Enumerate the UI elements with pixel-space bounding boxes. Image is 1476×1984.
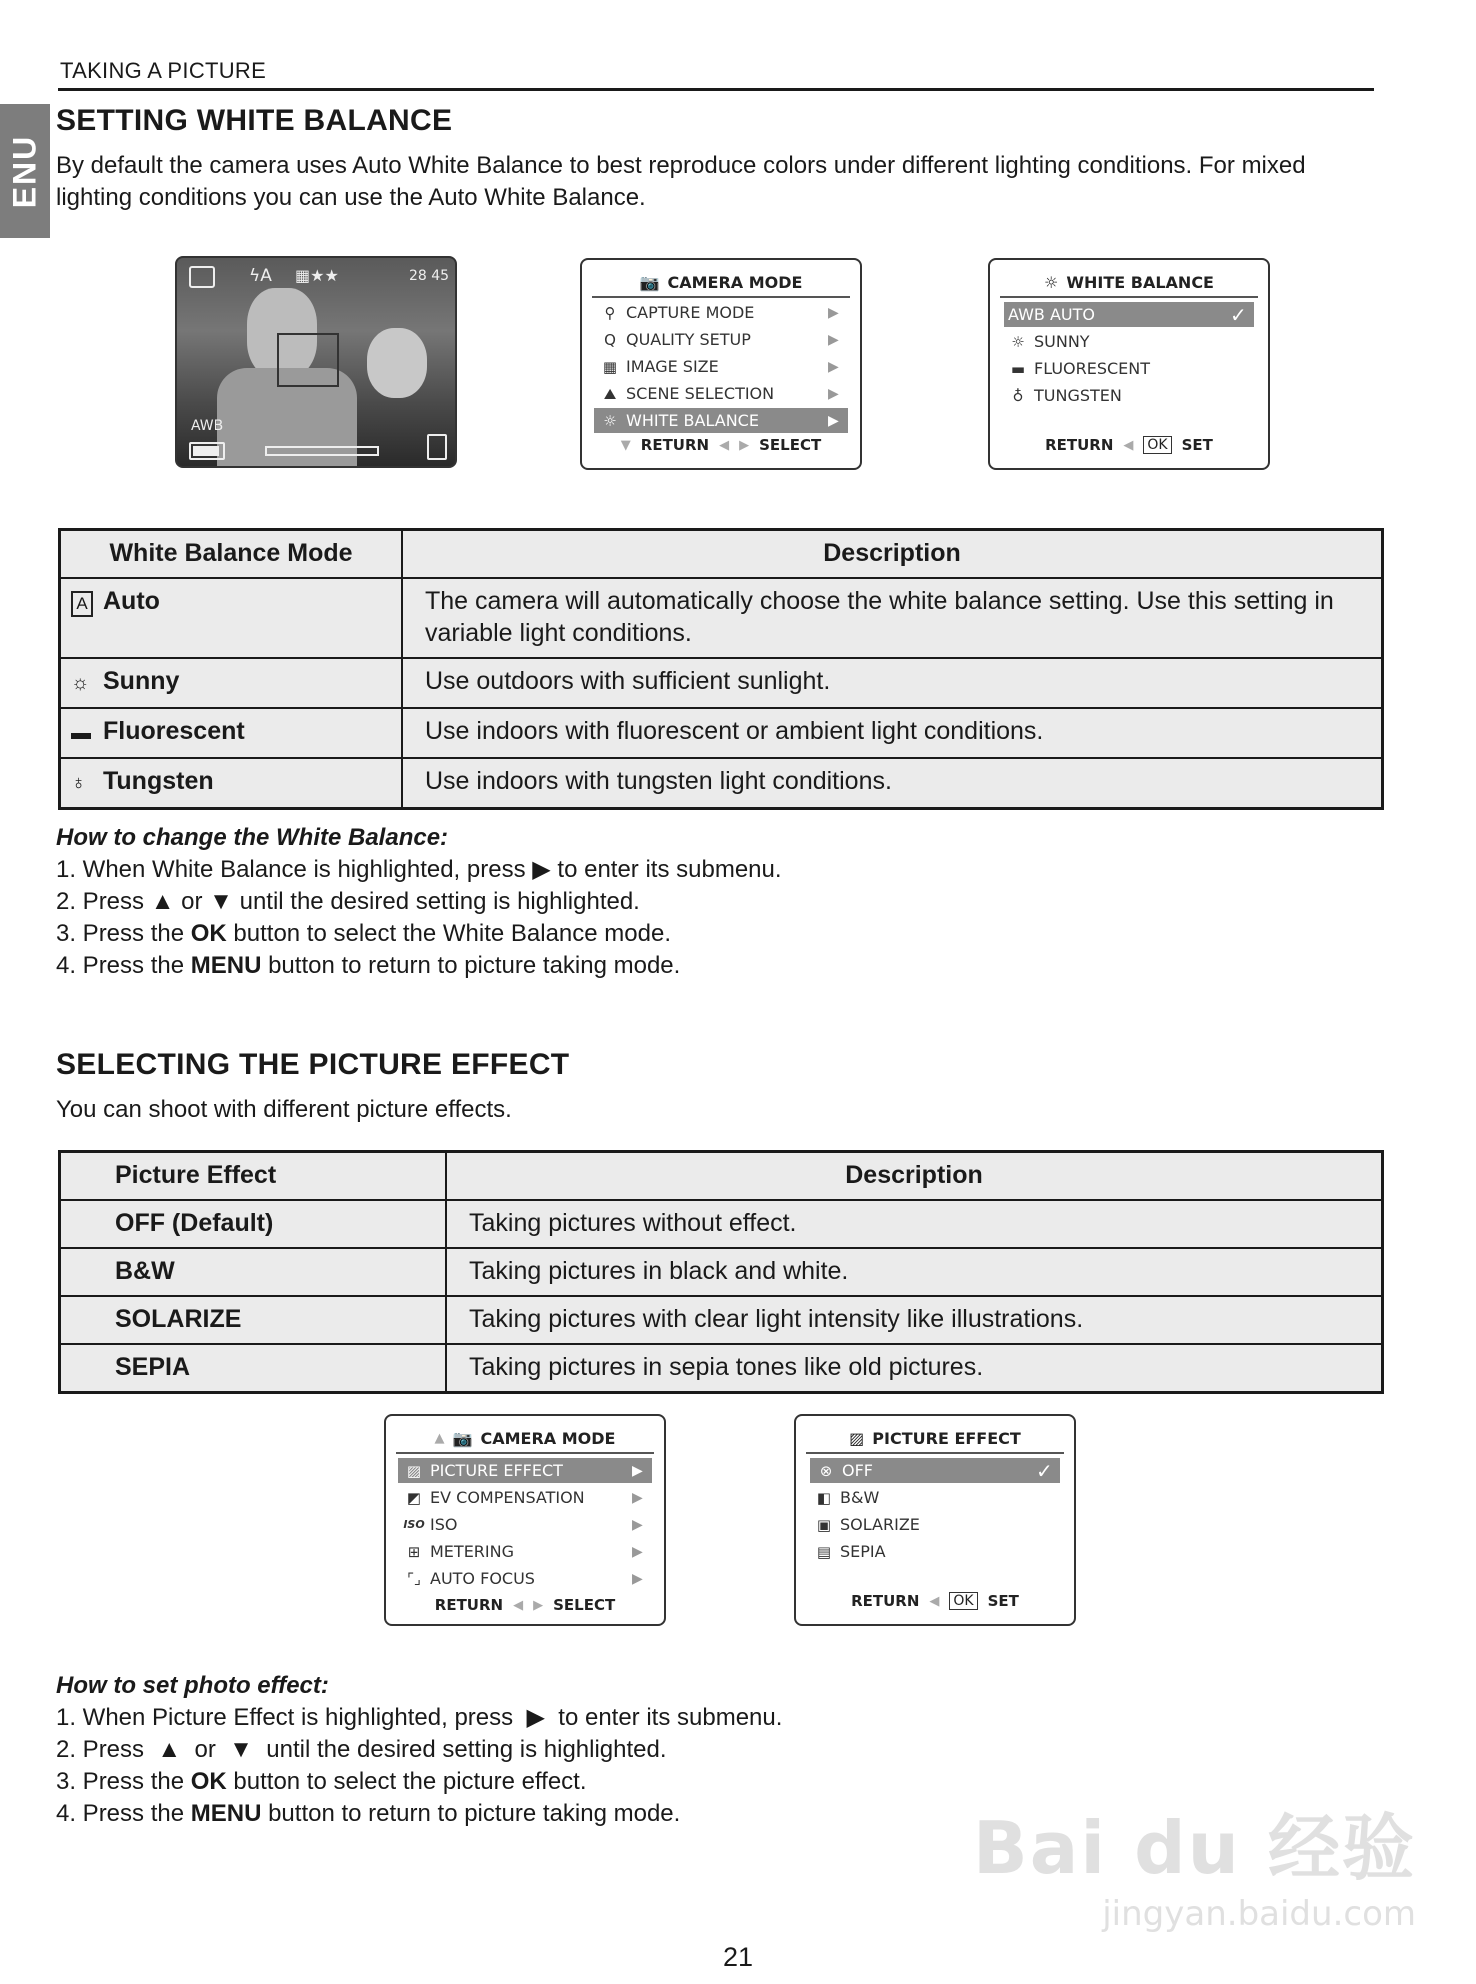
frames-remaining: 28 45 xyxy=(409,268,450,284)
mode-cell: A Auto xyxy=(60,578,403,658)
effect-option-sepia[interactable]: ▤ SEPIA xyxy=(808,1539,1062,1564)
section-header: TAKING A PICTURE xyxy=(60,58,267,83)
select-hint: SELECT xyxy=(759,436,822,454)
set-hint: SET xyxy=(987,1592,1019,1610)
menu-footer xyxy=(396,1594,654,1616)
menu-footer xyxy=(806,1590,1064,1612)
left-arrow-icon: ◀ xyxy=(719,437,730,453)
watermark-url: jingyan.baidu.com xyxy=(1102,1894,1416,1934)
instruction-step: 2. Press ▲ or ▼ until the desired setting is highlighted. xyxy=(56,888,640,915)
description-cell: Taking pictures with clear light intensity like illustrations. xyxy=(446,1296,1383,1344)
ok-key-icon: OK xyxy=(949,1592,977,1610)
picture-effect-menu xyxy=(794,1414,1076,1626)
chevron-right-icon: ▶ xyxy=(632,1570,643,1587)
iso-icon: ISO xyxy=(403,1518,425,1531)
auto-icon: A xyxy=(71,587,103,619)
wb-intro: By default the camera uses Auto White Balance to best reproduce colors under different lighting conditions. For mixed lighting conditions you can use the Auto White Balance. xyxy=(56,152,1306,211)
chevron-right-icon: ▶ xyxy=(632,1516,643,1533)
white-balance-table xyxy=(58,528,1384,810)
menu-title: ☼ WHITE BALANCE xyxy=(1000,268,1258,298)
sun-icon: ☼ xyxy=(71,672,90,694)
chevron-right-icon: ▶ xyxy=(632,1462,643,1479)
metering-icon: ⊞ xyxy=(407,1542,421,1561)
table-row xyxy=(60,1248,1383,1296)
table-row xyxy=(60,708,1383,758)
pe-section-title: SELECTING THE PICTURE EFFECT xyxy=(56,1048,570,1081)
menu-item-image-size[interactable]: ▦ IMAGE SIZE ▶ xyxy=(594,354,848,379)
table-row xyxy=(60,578,1383,658)
wb-section-title: SETTING WHITE BALANCE xyxy=(56,104,453,137)
watermark-logo-text: Bai du 经验 xyxy=(972,1806,1416,1890)
autofocus-icon: ⌜⌟ xyxy=(406,1569,422,1588)
right-arrow-icon: ▶ xyxy=(739,437,750,453)
white-balance-icon: ☼ xyxy=(603,411,617,430)
description-cell: Taking pictures in sepia tones like old pictures. xyxy=(446,1344,1383,1393)
table-row xyxy=(60,1296,1383,1344)
white-balance-menu xyxy=(988,258,1270,470)
instruction-step: 4. Press the MENU button to return to picture taking mode. xyxy=(56,1800,681,1827)
column-header: Picture Effect xyxy=(60,1152,447,1201)
instructions-heading: How to change the White Balance: xyxy=(56,824,449,851)
mode-cell: ▬ Fluorescent xyxy=(60,708,403,758)
bw-icon: ◧ xyxy=(816,1488,832,1507)
tungsten-icon: ♁ xyxy=(71,772,86,794)
ev-icon: ◩ xyxy=(406,1488,422,1507)
menu-item-picture-effect[interactable]: ▨ PICTURE EFFECT ▶ xyxy=(398,1458,652,1483)
up-arrow-icon: ▲ xyxy=(434,1430,445,1446)
menu-item-metering[interactable]: ⊞ METERING ▶ xyxy=(398,1539,652,1564)
table-header-row xyxy=(60,530,1383,579)
wb-option-tungsten[interactable]: ♁ TUNGSTEN xyxy=(1002,383,1256,408)
left-arrow-icon: ◀ xyxy=(513,1597,524,1613)
left-arrow-icon: ◀ xyxy=(929,1593,940,1609)
menu-title: ▲ 📷 CAMERA MODE xyxy=(396,1424,654,1454)
instruction-step: 1. When White Balance is highlighted, press ▶ to enter its submenu. xyxy=(56,856,782,883)
menu-footer xyxy=(1000,434,1258,456)
mode-cell: ☼ Sunny xyxy=(60,658,403,708)
checkmark-icon: ✓ xyxy=(1230,302,1247,327)
instruction-step: 2. Press ▲ or ▼ until the desired setting is highlighted. xyxy=(56,1736,667,1763)
table-row xyxy=(60,1200,1383,1248)
description-cell: Taking pictures in black and white. xyxy=(446,1248,1383,1296)
return-hint: RETURN xyxy=(1045,436,1114,454)
up-arrow-icon: ▲ xyxy=(157,1736,182,1763)
menu-item-auto-focus[interactable]: ⌜⌟ AUTO FOCUS ▶ xyxy=(398,1566,652,1591)
up-arrow-icon: ▲ xyxy=(150,888,175,915)
down-arrow-icon: ▼ xyxy=(209,888,233,915)
wb-instructions xyxy=(56,822,782,982)
menu-footer xyxy=(592,434,850,456)
pe-instructions xyxy=(56,1670,782,1830)
picture-effect-icon: ▨ xyxy=(406,1461,422,1480)
mode-cell: ♁ Tungsten xyxy=(60,758,403,809)
wb-option-auto[interactable]: AWB AUTO ✓ xyxy=(1004,302,1254,327)
sun-icon: ☼ xyxy=(1011,332,1025,351)
wb-option-fluorescent[interactable]: ▬ FLUORESCENT xyxy=(1002,356,1256,381)
return-hint: RETURN xyxy=(640,436,710,454)
language-tab-label: ENU xyxy=(6,134,43,208)
camera-mode-menu xyxy=(580,258,862,470)
instruction-step: 3. Press the OK button to select the picture effect. xyxy=(56,1768,587,1795)
instruction-step: 4. Press the MENU button to return to picture taking mode. xyxy=(56,952,681,979)
menu-item-white-balance[interactable]: ☼ WHITE BALANCE ▶ xyxy=(594,408,848,433)
wb-option-sunny[interactable]: ☼ SUNNY xyxy=(1002,329,1256,354)
effect-option-solarize[interactable]: ▣ SOLARIZE xyxy=(808,1512,1062,1537)
description-cell: Use indoors with tungsten light conditions. xyxy=(402,758,1383,809)
camera-icon: 📷 xyxy=(639,272,660,292)
right-arrow-icon: ▶ xyxy=(532,856,551,883)
scene-icon: ⛰ xyxy=(603,384,617,403)
right-arrow-icon: ▶ xyxy=(526,1704,545,1731)
awb-indicator: AWB xyxy=(191,418,224,434)
language-tab xyxy=(0,104,50,238)
chevron-right-icon: ▶ xyxy=(632,1543,643,1560)
header-rule xyxy=(58,88,1374,91)
checkmark-icon: ✓ xyxy=(1036,1458,1053,1483)
set-hint: SET xyxy=(1181,436,1213,454)
chevron-right-icon: ▶ xyxy=(828,385,839,402)
solarize-icon: ▣ xyxy=(816,1515,832,1534)
return-hint: RETURN xyxy=(434,1596,504,1614)
chevron-right-icon: ▶ xyxy=(828,412,839,429)
column-header: White Balance Mode xyxy=(60,530,403,579)
zoom-bar xyxy=(265,446,379,456)
menu-item-quality-setup[interactable]: Q QUALITY SETUP ▶ xyxy=(594,327,848,352)
live-view-screen xyxy=(175,256,457,468)
description-cell: Taking pictures without effect. xyxy=(446,1200,1383,1248)
effect-cell: SOLARIZE xyxy=(60,1296,447,1344)
table-row xyxy=(60,658,1383,708)
column-header: Description xyxy=(402,530,1383,579)
memory-card-icon xyxy=(427,434,447,460)
focus-frame xyxy=(277,333,339,387)
image-size-icon: ▦ xyxy=(602,357,618,376)
select-hint: SELECT xyxy=(553,1596,616,1614)
description-cell: The camera will automatically choose the white balance setting. Use this setting in variable light conditions. xyxy=(402,578,1383,658)
effect-cell: SEPIA xyxy=(60,1344,447,1393)
effect-option-off[interactable]: ⊗ OFF ✓ xyxy=(810,1458,1060,1483)
flash-auto-icon: ϟA xyxy=(249,266,272,286)
chevron-right-icon: ▶ xyxy=(828,331,839,348)
menu-item-ev-compensation[interactable]: ◩ EV COMPENSATION ▶ xyxy=(398,1485,652,1510)
menu-item-scene-selection[interactable]: ⛰ SCENE SELECTION ▶ xyxy=(594,381,848,406)
instruction-step: 1. When Picture Effect is highlighted, press ▶ to enter its submenu. xyxy=(56,1704,783,1731)
column-header: Description xyxy=(446,1152,1383,1201)
white-balance-icon: ☼ xyxy=(1044,272,1059,292)
right-arrow-icon: ▶ xyxy=(533,1597,544,1613)
chevron-right-icon: ▶ xyxy=(828,304,839,321)
effect-cell: OFF (Default) xyxy=(60,1200,447,1248)
down-arrow-icon: ▼ xyxy=(229,1736,253,1763)
fluorescent-icon: ▬ xyxy=(1010,359,1026,378)
down-arrow-icon: ▼ xyxy=(620,437,631,453)
effect-cell: B&W xyxy=(60,1248,447,1296)
fluorescent-icon: ▬ xyxy=(71,722,91,744)
quality-icon: Q xyxy=(604,330,616,349)
menu-item-iso[interactable]: ISO ISO ▶ xyxy=(398,1512,652,1537)
baidu-watermark xyxy=(973,1790,1416,1934)
return-hint: RETURN xyxy=(851,1592,920,1610)
instructions-heading: How to set photo effect: xyxy=(56,1672,329,1699)
description-cell: Use indoors with fluorescent or ambient light conditions. xyxy=(402,708,1383,758)
menu-item-capture-mode[interactable]: ⚲ CAPTURE MODE ▶ xyxy=(594,300,848,325)
ok-key-icon: OK xyxy=(1143,436,1171,454)
sepia-icon: ▤ xyxy=(816,1542,832,1561)
tungsten-icon: ♁ xyxy=(1012,386,1024,405)
menu-title: ▨ PICTURE EFFECT xyxy=(806,1424,1064,1454)
table-row xyxy=(60,758,1383,809)
picture-effect-table xyxy=(58,1150,1384,1394)
quality-stars-icon: ▦★★ xyxy=(295,266,339,285)
camera-icon: 📷 xyxy=(452,1428,473,1448)
table-header-row xyxy=(60,1152,1383,1201)
camera-mode-menu-2 xyxy=(384,1414,666,1626)
picture-effect-icon: ▨ xyxy=(849,1428,865,1448)
table-row xyxy=(60,1344,1383,1393)
left-arrow-icon: ◀ xyxy=(1123,437,1134,453)
menu-title: 📷 CAMERA MODE xyxy=(592,268,850,298)
photo-child-face xyxy=(367,328,427,398)
chevron-right-icon: ▶ xyxy=(828,358,839,375)
off-icon: ⊗ xyxy=(819,1461,833,1480)
effect-option-bw[interactable]: ◧ B&W xyxy=(808,1485,1062,1510)
pe-intro: You can shoot with different picture effects. xyxy=(56,1096,512,1123)
chevron-right-icon: ▶ xyxy=(632,1489,643,1506)
capture-mode-icon: ⚲ xyxy=(604,303,616,322)
instruction-step: 3. Press the OK button to select the White Balance mode. xyxy=(56,920,671,947)
page-number: 21 xyxy=(722,1942,754,1972)
battery-icon xyxy=(189,442,225,460)
description-cell: Use outdoors with sufficient sunlight. xyxy=(402,658,1383,708)
camera-mode-icon xyxy=(189,266,215,288)
